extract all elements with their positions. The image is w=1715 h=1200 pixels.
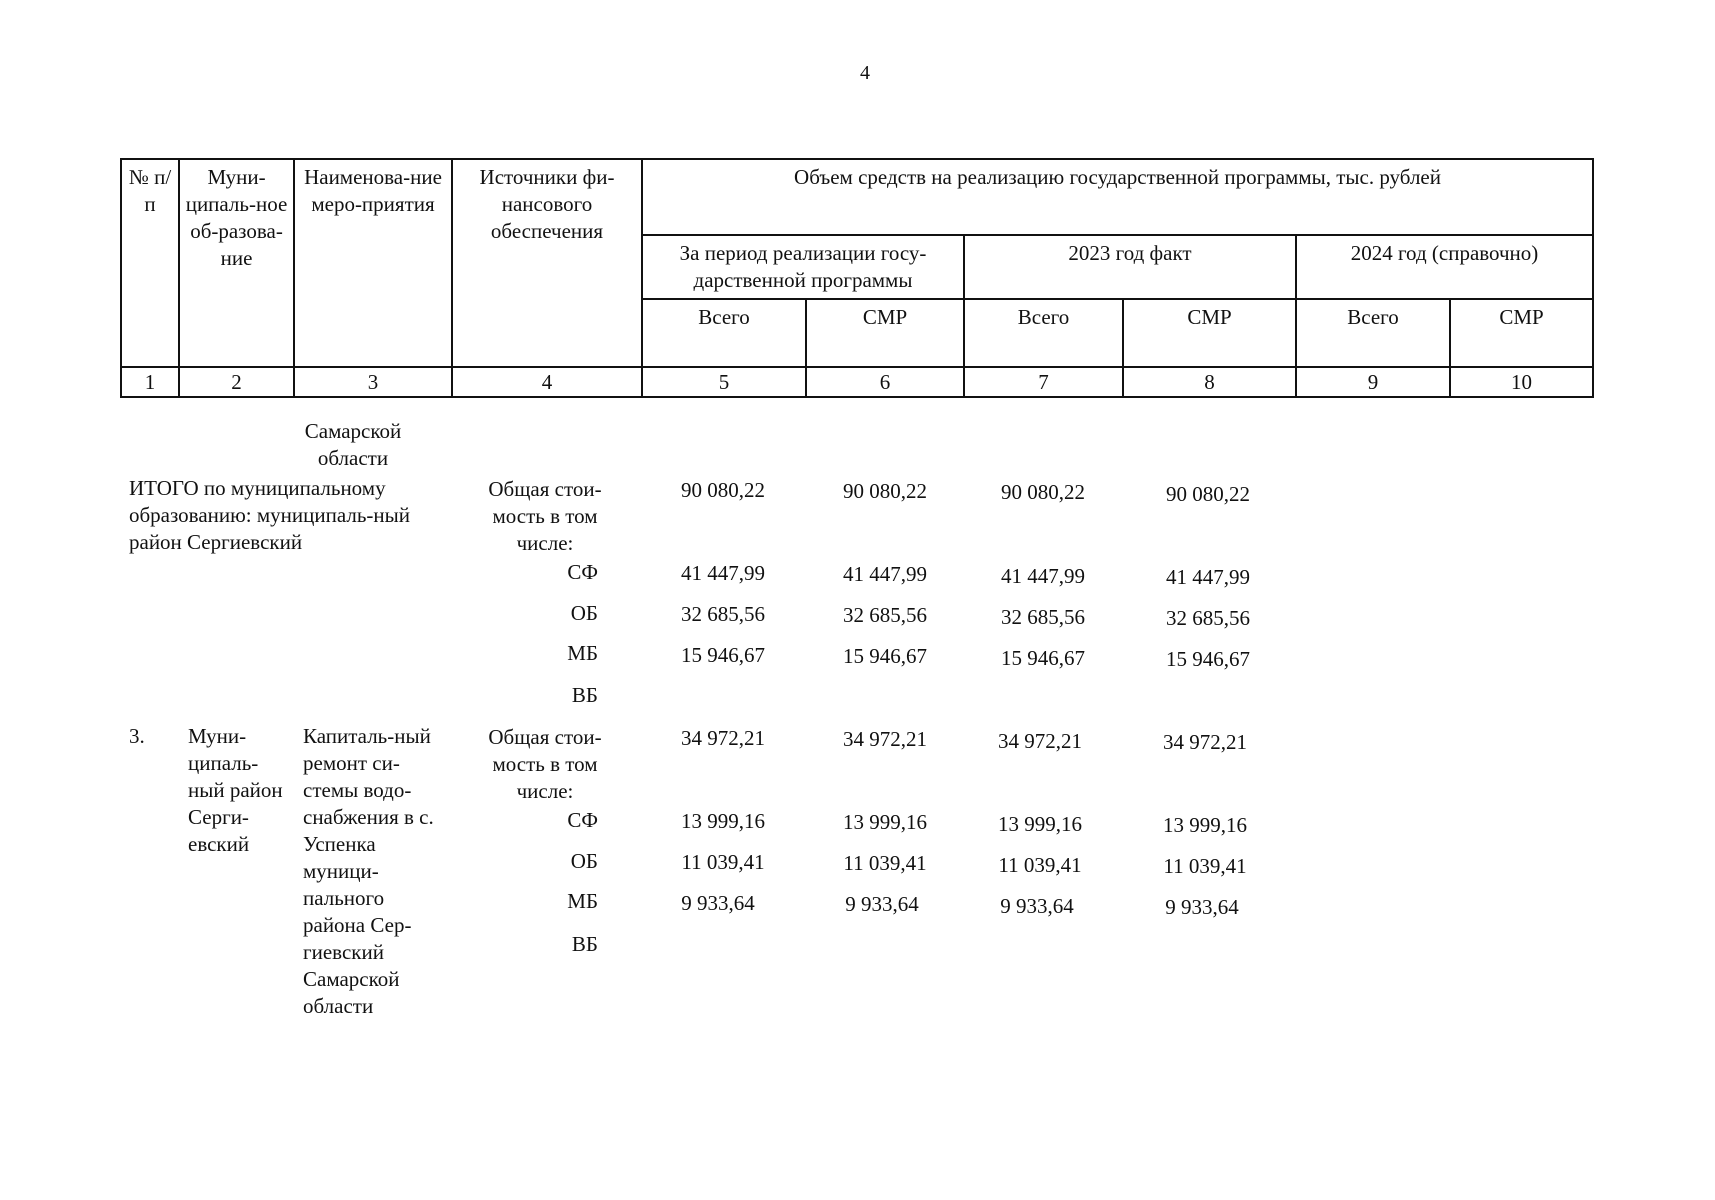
item-municipality: Муни-ципаль-ный район Серги-евский — [188, 724, 283, 856]
value-cell: 9 933,64 — [1000, 894, 1074, 918]
source-label: СФ — [567, 808, 598, 832]
carry-over-text: Самарской области — [304, 419, 402, 470]
header-period: За период реализации госу-дарственной программы — [642, 235, 964, 299]
column-number: 5 — [642, 367, 806, 397]
value-cell: 32 685,56 — [1166, 606, 1250, 630]
value-cell: 41 447,99 — [1001, 564, 1085, 588]
column-number: 1 — [121, 367, 179, 397]
header-total: Всего — [642, 299, 806, 367]
value-cell: 34 972,21 — [681, 726, 765, 750]
header-col-municipality: Муни-ципаль-ное об-разова-ние — [179, 159, 294, 367]
value-cell: 11 039,41 — [843, 851, 927, 875]
value-cell: 11 039,41 — [998, 853, 1082, 877]
source-label: ОБ — [570, 849, 598, 873]
value-cell: 13 999,16 — [998, 812, 1082, 836]
value-cell: 9 933,64 — [1165, 895, 1239, 919]
page-number: 4 — [860, 62, 870, 84]
header-total: Всего — [964, 299, 1123, 367]
value-cell: 32 685,56 — [843, 603, 927, 627]
header-volume: Объем средств на реализацию государственной программы, тыс. рублей — [642, 159, 1593, 235]
column-number: 9 — [1296, 367, 1450, 397]
source-label: СФ — [567, 560, 598, 584]
value-cell: 90 080,22 — [1001, 480, 1085, 504]
total-title: ИТОГО по муниципальному образованию: муниципаль-ный район Сергиевский — [129, 476, 411, 554]
column-number: 4 — [452, 367, 642, 397]
value-cell: 90 080,22 — [681, 478, 765, 502]
value-cell: 90 080,22 — [843, 479, 927, 503]
header-col-event: Наименова-ние меро-приятия — [294, 159, 452, 367]
header-col-sources: Источники фи-нансового обеспечения — [452, 159, 642, 367]
header-col-number: № п/п — [121, 159, 179, 367]
total-general-cost: Общая стои-мость в том числе: — [488, 477, 602, 555]
value-cell: 32 685,56 — [1001, 605, 1085, 629]
source-label: ОБ — [570, 601, 598, 625]
value-cell: 11 039,41 — [1163, 854, 1247, 878]
value-cell: 15 946,67 — [1001, 646, 1085, 670]
header-2024: 2024 год (справочно) — [1296, 235, 1593, 299]
source-label: ВБ — [571, 683, 598, 707]
value-cell: 41 447,99 — [1166, 565, 1250, 589]
source-label: МБ — [567, 889, 598, 913]
item-event-name: Капиталь-ный ремонт си-стемы водо-снабжения в с. Успенка муници-пального района Сер-гиевский Самарской области — [303, 724, 434, 1018]
value-cell: 9 933,64 — [845, 892, 919, 916]
source-label: МБ — [567, 641, 598, 665]
value-cell: 13 999,16 — [1163, 813, 1247, 837]
column-number: 8 — [1123, 367, 1296, 397]
header-total: Всего — [1296, 299, 1450, 367]
column-number: 2 — [179, 367, 294, 397]
source-label: ВБ — [571, 932, 598, 956]
value-cell: 34 972,21 — [1163, 730, 1247, 754]
value-cell: 41 447,99 — [681, 561, 765, 585]
header-smr: СМР — [806, 299, 964, 367]
value-cell: 32 685,56 — [681, 602, 765, 626]
value-cell: 90 080,22 — [1166, 482, 1250, 506]
item-general-cost: Общая стои-мость в том числе: — [488, 725, 602, 803]
item-number: 3. — [129, 724, 145, 748]
header-2023: 2023 год факт — [964, 235, 1296, 299]
value-cell: 13 999,16 — [681, 809, 765, 833]
value-cell: 9 933,64 — [681, 891, 755, 915]
value-cell: 13 999,16 — [843, 810, 927, 834]
column-number: 3 — [294, 367, 452, 397]
value-cell: 15 946,67 — [843, 644, 927, 668]
column-number: 10 — [1450, 367, 1593, 397]
table-header — [120, 158, 1594, 398]
value-cell: 11 039,41 — [681, 850, 765, 874]
column-number: 7 — [964, 367, 1123, 397]
value-cell: 15 946,67 — [681, 643, 765, 667]
header-smr: СМР — [1450, 299, 1593, 367]
value-cell: 34 972,21 — [998, 729, 1082, 753]
value-cell: 15 946,67 — [1166, 647, 1250, 671]
value-cell: 34 972,21 — [843, 727, 927, 751]
column-number: 6 — [806, 367, 964, 397]
header-smr: СМР — [1123, 299, 1296, 367]
value-cell: 41 447,99 — [843, 562, 927, 586]
